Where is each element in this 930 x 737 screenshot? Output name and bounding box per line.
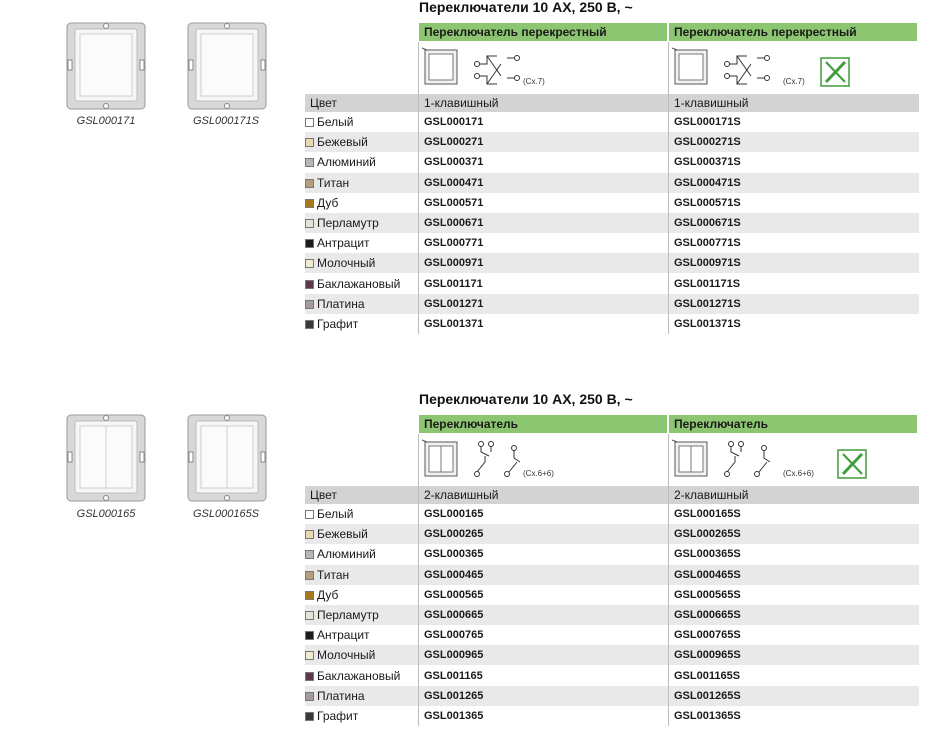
color-name [305,132,415,152]
scheme-cell [419,436,667,478]
column-header: Переключатель [419,415,667,433]
table-row [305,274,919,294]
table-row [305,233,919,253]
article-code: GSL000471S [674,176,741,189]
color-swatch [305,138,314,147]
color-swatch [305,199,314,208]
product-caption: GSL000171S [192,115,260,127]
table-row [305,544,919,564]
article-code: GSL000965S [674,649,741,662]
cross-switch-icon [419,44,667,92]
article-code: GSL001371 [424,318,484,330]
article-code: GSL000365S [674,548,741,561]
column-divider [668,434,669,726]
double-switch-icon [669,436,919,484]
scheme-cell [669,436,919,478]
product-photo-single-switch [66,22,146,102]
table-row [305,625,919,645]
color-name [305,544,415,564]
color-label: Титан [317,175,350,190]
article-code: GSL000171 [424,116,484,128]
color-name [305,706,415,726]
color-label: Антрацит [317,236,370,251]
color-swatch [305,510,314,519]
color-label: Баклажановый [317,276,401,291]
article-code: GSL001271S [674,297,741,310]
article-code: GSL000671 [424,217,484,229]
table-row [305,152,919,172]
color-swatch [305,239,314,248]
color-label: Алюминий [317,547,376,562]
article-code: GSL000971S [674,257,741,270]
table-row [305,253,919,273]
color-name [305,314,415,334]
color-swatch [305,631,314,640]
column-header: Переключатель перекрестный [669,23,917,41]
color-label: Платина [317,296,365,311]
article-code: GSL000671S [674,217,741,229]
color-swatch [305,320,314,329]
color-label: Антрацит [317,628,370,643]
table-row [305,112,919,132]
color-name [305,274,415,294]
color-label: Графит [317,317,359,331]
color-name [305,213,415,233]
article-code: GSL001371S [674,318,741,330]
scheme-label: (Сх.7) [523,77,545,86]
article-code: GSL000465S [674,568,741,581]
section-double-switch [0,392,930,737]
scheme-cell [419,44,667,86]
color-swatch [305,530,314,539]
color-swatch [305,219,314,228]
color-label: Бежевый [317,527,368,542]
article-code: GSL000271S [674,136,741,149]
color-header-row [305,486,919,504]
product-table [305,23,919,335]
scheme-label: (Сх.6+6) [523,469,554,478]
color-label: Дуб [317,587,339,602]
color-name [305,112,415,132]
article-code: GSL001171S [674,277,741,290]
article-code: GSL000171S [674,116,741,128]
color-label: Платина [317,688,365,703]
article-code: GSL000771 [424,237,484,250]
color-label: Белый [317,115,354,129]
color-swatch [305,672,314,681]
color-name [305,504,415,524]
article-code: GSL000265 [424,528,484,541]
product-caption: GSL000165S [192,508,260,520]
color-name [305,625,415,645]
column-divider [418,434,419,726]
article-code: GSL000465 [424,568,484,581]
table-row [305,213,919,233]
section-title: Переключатели 10 АХ, 250 В, ~ [419,391,633,407]
product-photo-double-switch-s [187,414,267,494]
color-label: Молочный [317,256,376,271]
column-divider [668,42,669,334]
color-name [305,645,415,665]
scheme-cell [669,44,919,86]
table-row [305,524,919,544]
color-name [305,294,415,314]
color-label: Белый [317,507,354,521]
table-row [305,706,919,726]
section-cross-switch [0,0,930,340]
table-row [305,565,919,585]
table-row [305,504,919,524]
article-code: GSL000471 [424,176,484,189]
color-header: Цвет [310,96,337,110]
type-label: 2-клавишный [674,488,749,502]
type-label: 1-клавишный [674,96,749,110]
article-code: GSL001365 [424,710,484,722]
article-code: GSL001171 [424,277,483,290]
article-code: GSL000565S [674,588,741,601]
article-code: GSL000165S [674,508,741,520]
article-code: GSL000271 [424,136,484,149]
article-code: GSL001265S [674,689,741,702]
section-title: Переключатели 10 АХ, 250 В, ~ [419,0,633,15]
screwless-terminal-icon [838,450,866,478]
color-name [305,233,415,253]
column-divider [418,42,419,334]
double-switch-icon [419,436,667,484]
article-code: GSL000365 [424,548,484,561]
product-table [305,415,919,735]
color-label: Баклажановый [317,668,401,683]
color-name [305,152,415,172]
article-code: GSL000765 [424,629,484,642]
color-name [305,585,415,605]
color-name [305,524,415,544]
table-row [305,294,919,314]
article-code: GSL000971 [424,257,484,270]
product-caption: GSL000171 [76,115,136,127]
table-row [305,193,919,213]
column-header: Переключатель [669,415,917,433]
article-code: GSL000665S [674,609,741,621]
color-name [305,686,415,706]
article-code: GSL001365S [674,710,741,722]
table-row [305,173,919,193]
table-row [305,666,919,686]
color-swatch [305,712,314,721]
type-label: 2-клавишный [424,488,499,502]
color-name [305,565,415,585]
color-label: Перламутр [317,216,379,230]
article-code: GSL000571S [674,196,741,209]
color-header-row [305,94,919,112]
article-code: GSL000265S [674,528,741,541]
color-name [305,605,415,625]
table-row [305,314,919,334]
color-label: Алюминий [317,155,376,170]
article-code: GSL000765S [674,629,741,642]
article-code: GSL000565 [424,588,484,601]
article-code: GSL000665 [424,609,484,621]
article-code: GSL000965 [424,649,484,662]
product-photo-single-switch-s [187,22,267,102]
article-code: GSL001165S [674,669,741,682]
column-header: Переключатель перекрестный [419,23,667,41]
article-code: GSL000371 [424,156,484,169]
color-name [305,173,415,193]
color-name [305,666,415,686]
table-row [305,132,919,152]
table-row [305,605,919,625]
color-name [305,193,415,213]
color-swatch [305,571,314,580]
color-label: Молочный [317,648,376,663]
article-code: GSL000571 [424,196,484,209]
color-swatch [305,550,314,559]
article-code: GSL000771S [674,237,741,250]
table-row [305,686,919,706]
scheme-label: (Сх.6+6) [783,469,814,478]
color-swatch [305,300,314,309]
color-label: Дуб [317,195,339,210]
color-swatch [305,179,314,188]
product-photo-double-switch [66,414,146,494]
color-swatch [305,259,314,268]
color-swatch [305,158,314,167]
color-swatch [305,692,314,701]
color-swatch [305,591,314,600]
color-swatch [305,280,314,289]
color-label: Перламутр [317,608,379,622]
color-name [305,253,415,273]
article-code: GSL001265 [424,689,484,702]
product-caption: GSL000165 [76,508,136,520]
type-label: 1-клавишный [424,96,499,110]
table-row [305,585,919,605]
screwless-terminal-icon [821,58,849,86]
color-label: Графит [317,709,359,723]
color-swatch [305,118,314,127]
color-swatch [305,651,314,660]
color-swatch [305,611,314,620]
article-code: GSL000371S [674,156,741,169]
cross-switch-icon [669,44,919,92]
article-code: GSL001271 [424,297,484,310]
color-label: Титан [317,567,350,582]
scheme-label: (Сх.7) [783,77,805,86]
color-header: Цвет [310,488,337,502]
table-row [305,645,919,665]
article-code: GSL001165 [424,669,483,682]
color-label: Бежевый [317,135,368,150]
article-code: GSL000165 [424,508,484,520]
